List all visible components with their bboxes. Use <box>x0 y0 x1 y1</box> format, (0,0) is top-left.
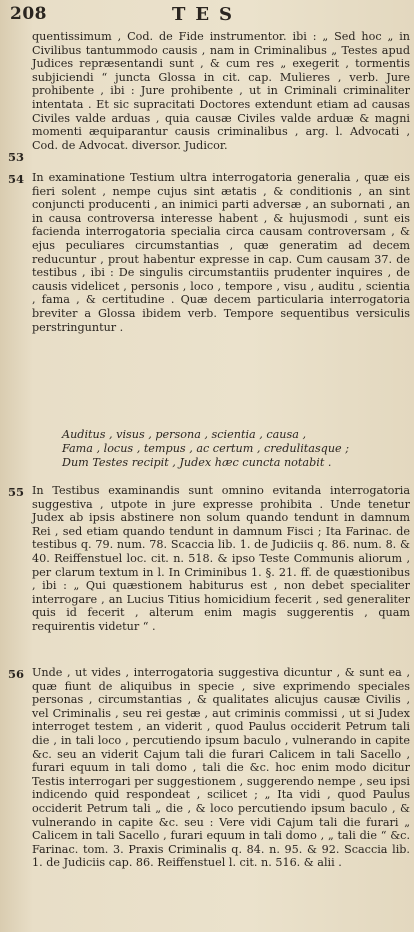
verse-line-1: Auditus , visus , persona , scientia , causa , <box>62 428 307 441</box>
verse-line-2: Fama , locus , tempus , ac certum , credulitasque ; <box>62 442 349 455</box>
paragraph-56: Unde , ut vides , interrogatoria suggestiva dicuntur , & sunt ea , quæ fiunt de aliquibus in specie , sive exprimendo speciales personas , circumstantias , & qualitates alicujus causæ Civilis , vel Criminalis , seu rei gestæ , aut criminis commissi , ut si Judex interroget testem , an viderit , quod Paulus occiderit Petrum tali die , in tali loco , percutiendo ipsum baculo , vulnerando in capite &c. seu an viderit Cajum tali die furari Calicem in tali Sacello , furari equum in tali domo , tali die &c. hoc enim modo dicitur Testis interrogari per suggestionem , suggerendo nempe , seu ipsi indicendo quid respondeat , scilicet ; „ Ita vidi , quod Paulus occiderit Petrum tali „ die , & loco percutiendo ipsum baculo , & vulnerando in capite &c. seu : Vere vidi Cajum tali die furari „ Calicem in tali Sacello , furari equum in tali domo , „ tali die “ &c. Farinac. tom. 3. Praxis Criminalis q. 84. n. 95. & 92. Scaccia lib. 1. de Judiciis cap. 86. Reiffenstuel l. cit. n. 516. & alii . <box>32 666 410 870</box>
verse-line-3: Dum Testes recipit , Judex hæc cuncta notabit . <box>62 456 332 469</box>
paragraph-54: In examinatione Testium ultra interrogatoria generalia , quæ eis fieri solent , nempe cujus sint ætatis , & conditionis , an sint conjuncti producenti , an inimici parti adversæ , an subornati , an in causa controversa interesse habent , & hujusmodi , sunt eis facienda interrogatoria specialia circa causam controversam , & ejus peculiares circumstantias , quæ generatim ad decem reducuntur , prout habentur expresse in cap. Cum causam 37. de testibus , ibi : De singulis circumstantiis prudenter inquires , de causis videlicet , personis , loco , tempore , visu , auditu , scientia , fama , & certitudine . Quæ decem particularia interrogatoria breviter a Glossa ibidem verb. Tempore sequentibus versiculis perstringuntur . <box>32 171 410 334</box>
paragraph-number-55: 55 <box>8 485 25 499</box>
paragraph-number-56: 56 <box>8 667 25 681</box>
page-number: 208 <box>10 4 47 24</box>
paragraph-number-54: 54 <box>8 172 25 186</box>
running-head: TES <box>171 4 243 25</box>
paragraph-55: In Testibus examinandis sunt omnino evitanda interrogatoria suggestiva , utpote in jure expresse prohibita . Unde tenetur Judex ab ipsis abstinere non solum quando tendunt in damnum Rei , sed etiam quando tendunt in damnum Fisci ; Ita Farinac. de testibus q. 79. num. 78. Scaccia lib. 1. de Judiciis q. 86. num. 8. & 40. Reiffenstuel loc. cit. n. 518. & ipso Teste Communis aliorum , per clarum textum in l. In Criminibus 1. §. 21. ff. de quæstionibus , ibi : „ Qui quæstionem habiturus est , non debet specialiter interrogare , an Lucius Titius homicidium fecerit , sed generaliter quis id fecerit , alterum enim magis suggerentis , quam requirentis videtur “ . <box>32 484 410 633</box>
page-header <box>0 4 414 26</box>
mnemonic-verse <box>62 428 407 470</box>
paragraph-number-53: 53 <box>8 150 25 164</box>
paragraph-continued: quentissimum , Cod. de Fide instrumentor. ibi : „ Sed hoc „ in Civilibus tantummodo causis , nam in Criminalibus „ Testes apud Judices repræsentandi sunt , & cum res „ exegerit , tormentis subjiciendi “ juncta Glossa in cit. cap. Mulieres , verb. Jure prohibente , ibi : Jure prohibente , ut in Criminali criminaliter intentata . Et sic supracitati Doctores extendunt etiam ad causas Civiles valde arduas , quia causæ Civiles valde arduæ & magni momenti æquiparantur causis criminalibus , arg. l. Advocati , Cod. de Advocat. diversor. Judicor. <box>32 30 410 152</box>
